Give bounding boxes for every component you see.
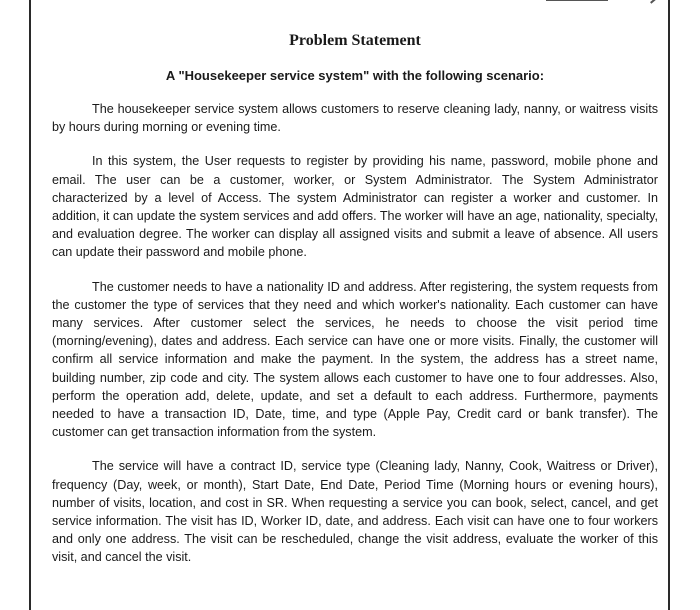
page-border-right xyxy=(668,0,670,610)
page-title: Problem Statement xyxy=(289,32,421,49)
paragraph-users: In this system, the User requests to register by providing his name, password, mobile phone and email. The user can be a customer, worker, or System Administrator. The System Administrator characterized by a level of Access. The system Administrator can register a worker and customer. In addition, it can update the system services and add offers. The worker will have an age, nationality, specialty, and evaluation degree. The worker can display all assigned visits and submit a leave of absence. All users can update their password and mobile phone. xyxy=(52,154,658,260)
paragraph-customer: The customer needs to have a nationality ID and address. After registering, the system requests from the customer the type of services that they need and which worker's nationality. Each customer can have many services. After customer select the services, he needs to choose the visit period time (morning/evening), dates and address. Each service can have one or more visits. Finally, the customer will confirm all service information and make the payment. In the system, the address has a street name, building number, zip code and city. The system allows each customer to have one to four addresses. Also, perform the operation add, delete, update, and set a default to each address. Furthermore, payments needed to have a transaction ID, Date, time, and type (Apple Pay, Credit card or bank transfer). The customer can get transaction information from the system. xyxy=(52,279,658,440)
document-body xyxy=(52,30,658,567)
scenario-subtitle: A "Housekeeper service system" with the following scenario: xyxy=(165,68,545,83)
paragraph-service: The service will have a contract ID, service type (Cleaning lady, Nanny, Cook, Waitress or Driver), frequency (Day, week, or month), Start Date, End Date, Period Time (Morning hours or evening hours), number of visits, location, and cost in SR. When requesting a service you can book, select, cancel, and get service information. The visit has ID, Worker ID, date, and address. Each visit can have one to four workers and only one address. The visit can be rescheduled, change the visit address, evaluate the worker of this visit, and cancel the visit. xyxy=(52,459,658,565)
page-border-left xyxy=(29,0,31,610)
top-edge-mark xyxy=(546,0,608,1)
paragraph-overview: The housekeeper service system allows customers to reserve cleaning lady, nanny, or waitress visits by hours during morning or evening time. xyxy=(52,102,658,135)
top-edge-tick xyxy=(650,0,656,4)
